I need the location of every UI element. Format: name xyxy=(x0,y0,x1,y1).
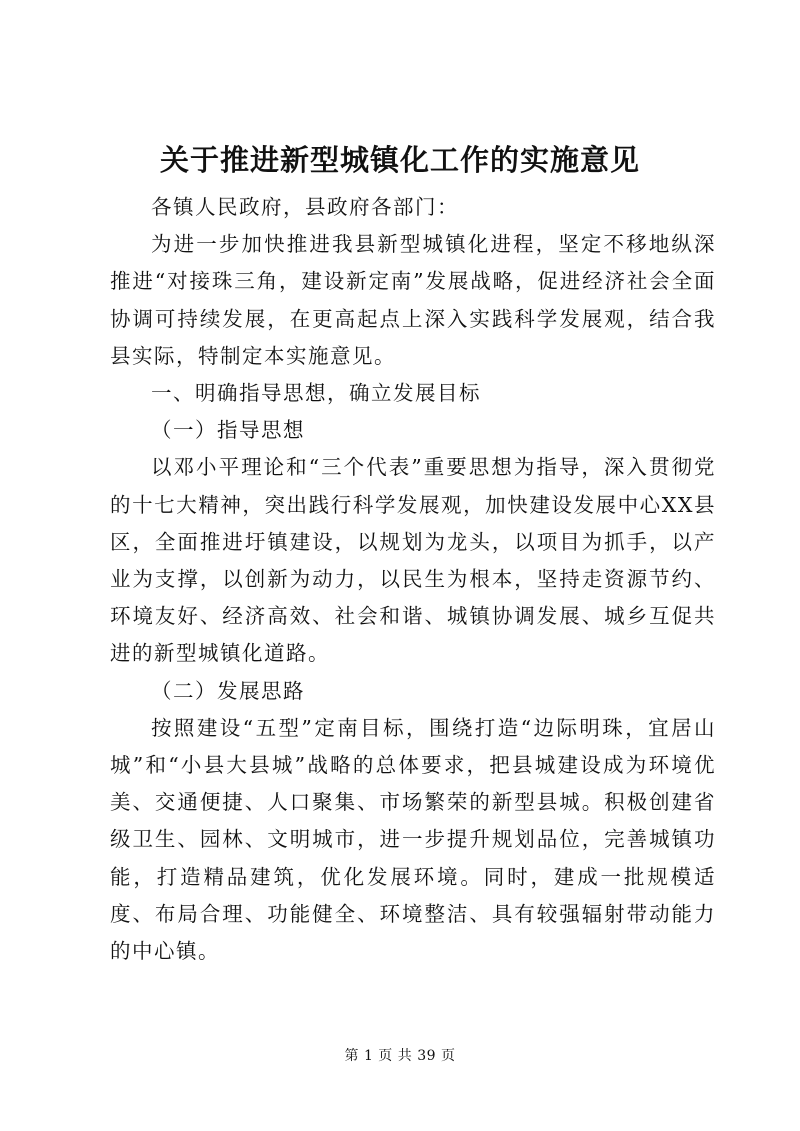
page-footer: 第 1 页 共 39 页 xyxy=(344,1048,456,1064)
section-heading-1: 一、明确指导思想，确立发展目标 xyxy=(151,381,481,406)
salutation: 各镇人民政府，县政府各部门： xyxy=(151,195,459,219)
paragraph-intro: 为进一步加快推进我县新型城镇化进程，坚定不移地纵深推进“对接珠三角，建设新定南”发展战略，促进经济社会全面协调可持续发展，在更高起点上深入实践科学发展观，结合我县实际，特制定本实施意见。 xyxy=(110,232,716,368)
document-body xyxy=(110,189,716,970)
paragraph-guiding-ideology: 以邓小平理论和“三个代表”重要思想为指导，深入贯彻党的十七大精神，突出践行科学发展观，加快建设发展中心XX县区，全面推进圩镇建设，以规划为龙头，以项目为抓手，以产业为支撑，以创新为动力，以民生为根本，坚持走资源节约、环境友好、经济高效、社会和谐、城镇协调发展、城乡互促共进的新型城镇化道路。 xyxy=(110,455,716,666)
document-title: 关于推进新型城镇化工作的实施意见 xyxy=(159,143,640,177)
subsection-heading-2: （二）发展思路 xyxy=(151,678,305,703)
paragraph-development-approach: 按照建设“五型”定南目标，围绕打造“边际明珠，宜居山城”和“小县大县城”战略的总体要求，把县城建设成为环境优美、交通便捷、人口聚集、市场繁荣的新型县城。积极创建省级卫生、园林、文明城市，进一步提升规划品位，完善城镇功能，打造精品建筑，优化发展环境。同时，建成一批规模适度、布局合理、功能健全、环境整洁、具有较强辐射带动能力的中心镇。 xyxy=(110,715,716,964)
subsection-heading-1: （一）指导思想 xyxy=(151,418,305,443)
